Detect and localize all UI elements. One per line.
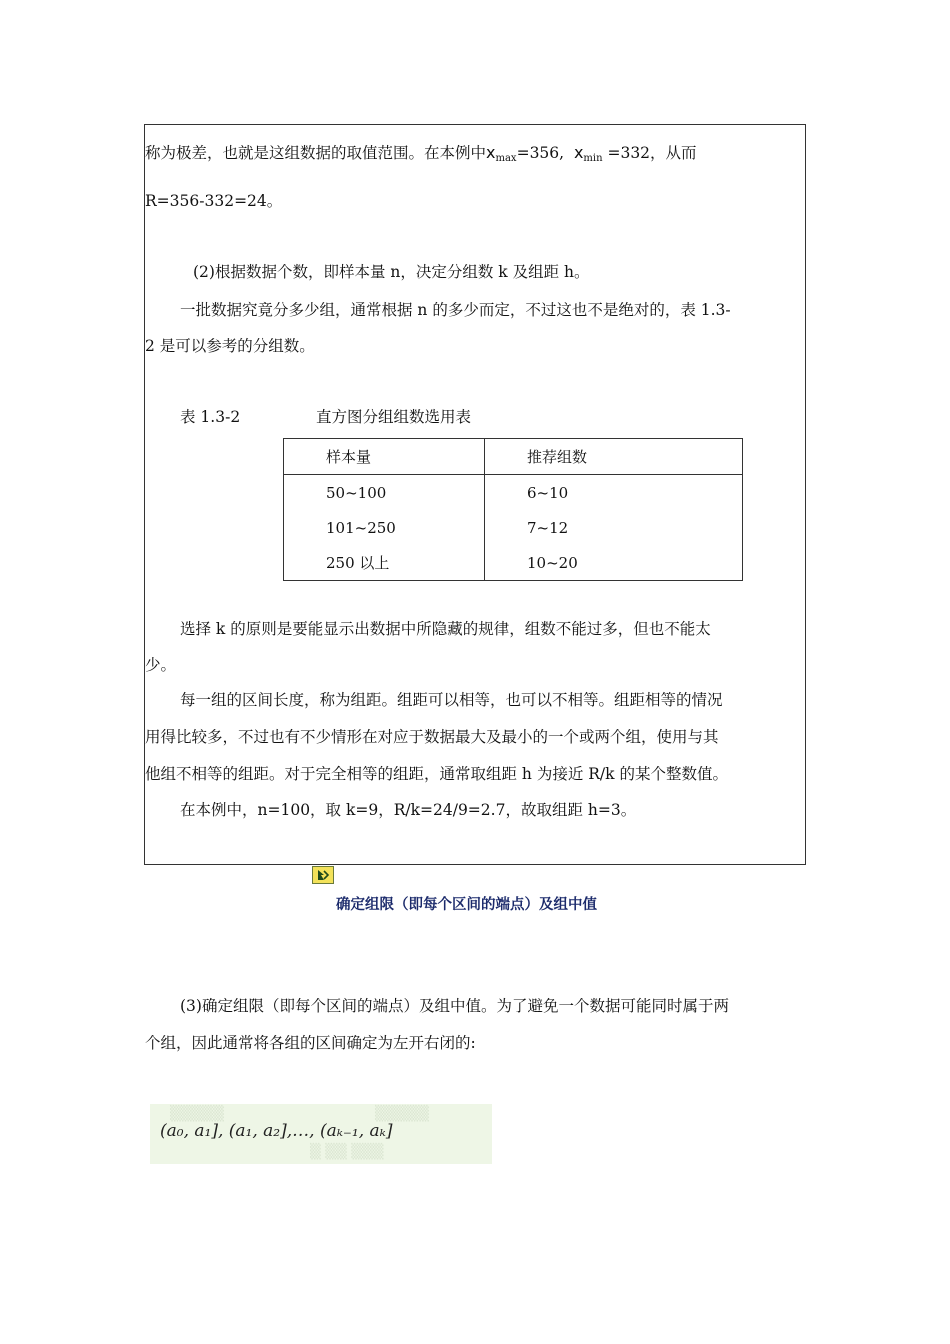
interval-formula-image	[150, 1104, 492, 1164]
media-caption-link[interactable]: 确定组限（即每个区间的端点）及组中值	[336, 897, 597, 913]
table-header-cell: 推荐组数	[485, 439, 743, 475]
step-3-heading: (3)确定组限（即每个区间的端点）及组中值。为了避免一个数据可能同时属于两	[180, 997, 729, 1015]
range-result: R=356-332=24。	[145, 192, 283, 210]
x-min-symbol: x	[573, 143, 584, 162]
paragraph-line: 2 是可以参考的分组数。	[145, 337, 315, 355]
paragraph-line: 用得比较多，不过也有不少情形在对应于数据最大及最小的一个或两个组，使用与其	[145, 728, 719, 746]
paragraph-line: 选择 k 的原则是要能显示出数据中所隐藏的规律，组数不能过多，但也不能太	[180, 620, 711, 638]
group-count-table	[283, 438, 743, 581]
watermark: ▒▒▒▒▒	[375, 1106, 429, 1122]
paragraph-line: 他组不相等的组距。对于完全相等的组距，通常取组距 h 为接近 R/k 的某个整数值。	[145, 765, 728, 783]
table-row	[284, 510, 743, 545]
table-header-cell: 样本量	[284, 439, 485, 475]
table-cell: 7~12	[485, 510, 743, 545]
table-cell: 10~20	[485, 545, 743, 581]
min-subscript: min	[583, 153, 603, 164]
table-header-row	[284, 439, 743, 475]
watermark: ▒ ▒▒ ▒▒▒	[310, 1144, 384, 1160]
play-media-icon[interactable]	[312, 866, 334, 884]
x-max-symbol: x	[486, 143, 496, 162]
paragraph-line: 一批数据究竟分多少组，通常根据 n 的多少而定，不过这也不是绝对的，表 1.3-	[180, 301, 731, 319]
table-label: 表 1.3-2	[180, 408, 241, 426]
table-title: 直方图分组组数选用表	[316, 408, 472, 426]
table-cell: 250 以上	[284, 545, 485, 581]
max-subscript: max	[495, 153, 517, 164]
paragraph-line: 少。	[145, 656, 177, 674]
x-min-value: =332，从而	[607, 144, 697, 162]
table-cell: 50~100	[284, 475, 485, 511]
range-line	[145, 143, 697, 166]
table-cell: 6~10	[485, 475, 743, 511]
paragraph-line: 个组，因此通常将各组的区间确定为左开右闭的:	[145, 1034, 476, 1052]
table-row	[284, 475, 743, 511]
example-line: 在本例中，n=100，取 k=9，R/k=24/9=2.7，故取组距 h=3。	[180, 801, 637, 819]
table-row	[284, 545, 743, 581]
range-text: 称为极差，也就是这组数据的取值范围。在本例中	[145, 144, 487, 162]
x-max-value: =356,	[516, 144, 565, 162]
table-cell: 101~250	[284, 510, 485, 545]
step-2-heading: (2)根据数据个数，即样本量 n，决定分组数 k 及组距 h。	[193, 263, 590, 281]
interval-formula: (a₀, a₁], (a₁, a₂],…, (aₖ₋₁, aₖ]	[160, 1121, 393, 1141]
paragraph-line: 每一组的区间长度，称为组距。组距可以相等，也可以不相等。组距相等的情况	[180, 691, 723, 709]
watermark: ▒▒▒▒▒	[170, 1106, 224, 1122]
